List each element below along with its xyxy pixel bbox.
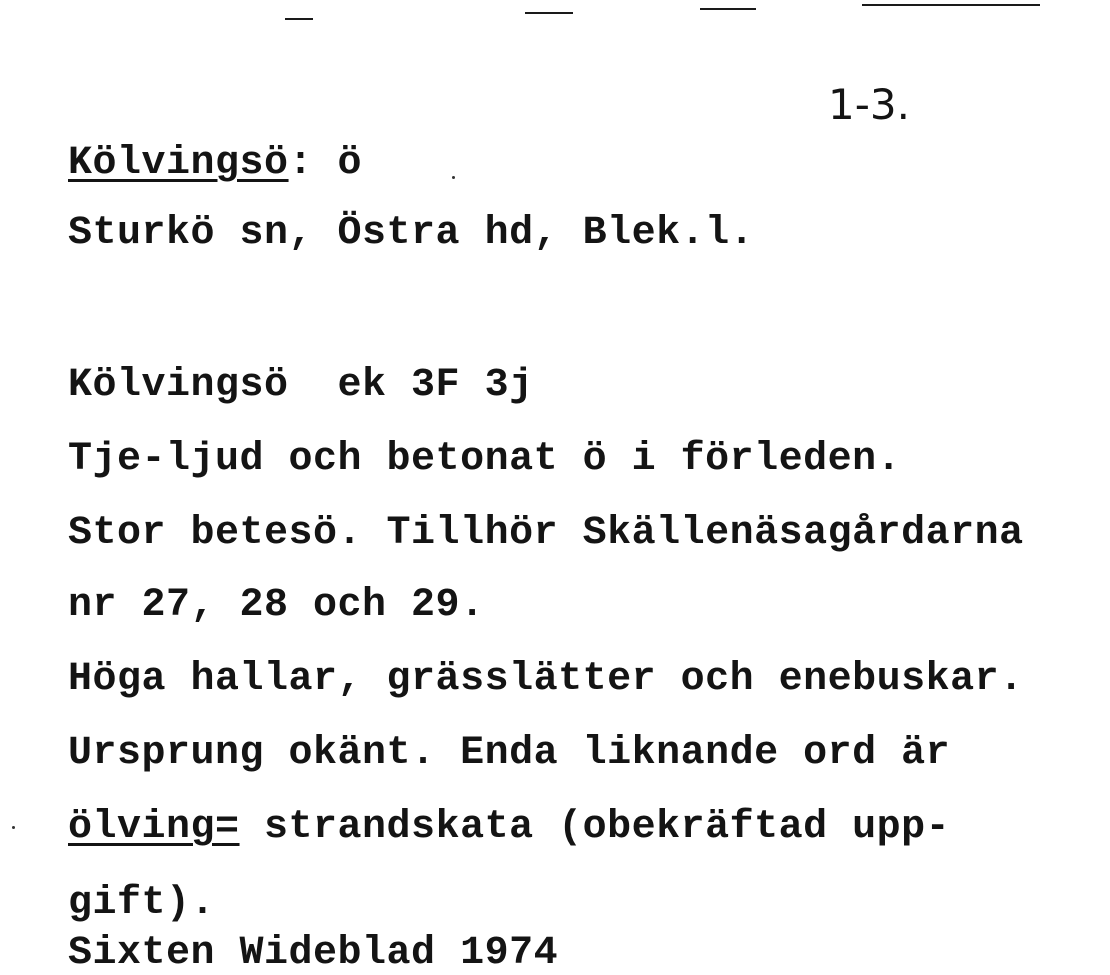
text-line: Höga hallar, grässlätter och enebuskar. — [68, 657, 1024, 702]
scan-mark — [862, 4, 1040, 6]
scan-mark — [700, 8, 756, 10]
text-line: Ursprung okänt. Enda liknande ord är — [68, 731, 951, 776]
card-number: 1-3. — [828, 80, 910, 129]
underlined-word: ölving= — [68, 805, 240, 850]
definition: strandskata (obekräftad upp- — [239, 805, 951, 850]
text-line: nr 27, 28 och 29. — [68, 583, 485, 628]
place-name: Kölvingsö — [68, 141, 289, 186]
location-line: Sturkö sn, Östra hd, Blek.l. — [68, 211, 755, 256]
place-type: : ö — [288, 141, 363, 186]
signature: Sixten Wideblad 1974 — [68, 931, 559, 975]
scan-mark — [285, 18, 313, 20]
text-line: Kölvingsö ek 3F 3j — [68, 363, 534, 408]
scan-speck — [452, 176, 455, 179]
heading — [68, 140, 362, 188]
text-line: gift). — [68, 881, 216, 926]
text-line — [68, 804, 950, 852]
scan-mark — [525, 12, 573, 14]
text-line: Tje-ljud och betonat ö i förleden. — [68, 437, 902, 482]
scan-speck — [12, 826, 15, 829]
text-line: Stor betesö. Tillhör Skällenäsagårdarna — [68, 511, 1024, 556]
